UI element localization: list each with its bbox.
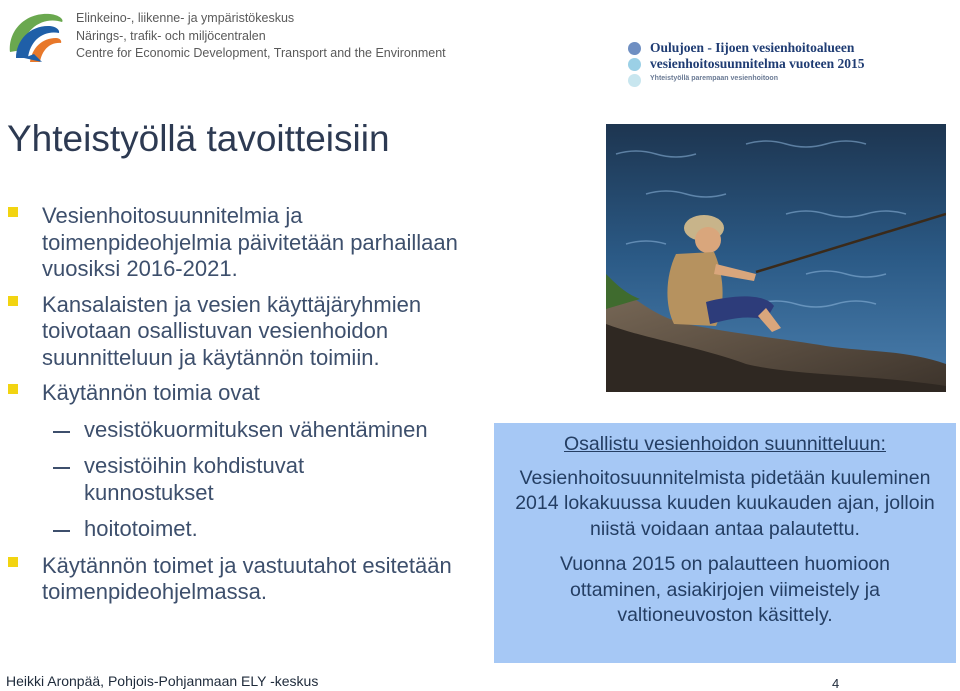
bullet-text: Käytännön toimia ovat xyxy=(42,380,260,405)
dash-icon xyxy=(53,530,70,532)
bullet-item xyxy=(8,380,488,407)
project-slogan: Yhteistyöllä parempaan vesienhoitoon xyxy=(650,75,778,82)
project-title-line1: Oulujoen - Iijoen vesienhoitoalueen xyxy=(650,40,855,55)
bullet-text: Käytännön toimet ja vastuutahot esitetään toimenpideohjelmassa. xyxy=(42,552,452,604)
footer-author: Heikki Aronpää, Pohjois-Pohjanmaan ELY -keskus xyxy=(6,673,319,689)
photo-boy-fishing xyxy=(606,124,946,392)
bullet-square-icon xyxy=(8,296,18,306)
bullet-item xyxy=(8,553,488,606)
dash-icon xyxy=(53,431,70,433)
sub-bullet-item xyxy=(8,417,488,444)
infobox-heading: Osallistu vesienhoidon suunnitteluun: xyxy=(564,433,886,455)
sub-bullet-text: hoitotoimet. xyxy=(84,516,198,541)
organization-line-sv: Närings-, trafik- och miljöcentralen xyxy=(76,28,266,43)
dash-icon xyxy=(53,467,70,469)
project-title-line2: vesienhoitosuunnitelma vuoteen 2015 xyxy=(650,56,865,71)
sub-bullet-text: vesistöihin kohdistuvat kunnostukset xyxy=(84,453,305,505)
ely-logo xyxy=(4,6,66,68)
sub-bullet-item xyxy=(8,453,384,506)
bullet-text: Kansalaisten ja vesien käyttäjäryhmien toivotaan osallistuvan vesienhoidon suunnitteluun ja käytännön toimiin. xyxy=(42,291,422,370)
infobox-paragraph-finalization: Vuonna 2015 on palautteen huomioon ottaminen, asiakirjojen viimeistely ja valtioneuvoston käsittely. xyxy=(560,553,890,626)
bullet-text: Vesienhoitosuunnitelmia ja toimenpideohjelmia päivitetään parhaillaan vuosiksi 2016-2021. xyxy=(42,203,458,281)
organization-name xyxy=(76,10,446,63)
participation-infobox xyxy=(494,423,956,663)
bullet-square-icon xyxy=(8,557,18,567)
page-number: 4 xyxy=(832,676,840,691)
project-dots-icon xyxy=(628,42,646,90)
sub-bullet-text: vesistökuormituksen vähentäminen xyxy=(84,416,428,442)
bullet-square-icon xyxy=(8,207,18,217)
organization-line-en: Centre for Economic Development, Transport and the Environment xyxy=(76,46,446,60)
bullet-item xyxy=(8,292,488,372)
slide-title: Yhteistyöllä tavoitteisiin xyxy=(7,118,390,159)
infobox-paragraph-hearing: Vesienhoitosuunnitelmista pidetään kuuleminen 2014 lokakuussa kuuden kuukauden ajan, jolloin niistä voidaan antaa palautettu. xyxy=(515,466,935,540)
bullet-list xyxy=(8,203,488,606)
sub-bullet-item xyxy=(8,516,488,543)
organization-line-fi: Elinkeino-, liikenne- ja ympäristökeskus xyxy=(76,11,295,25)
bullet-item xyxy=(8,203,488,283)
bullet-square-icon xyxy=(8,384,18,394)
